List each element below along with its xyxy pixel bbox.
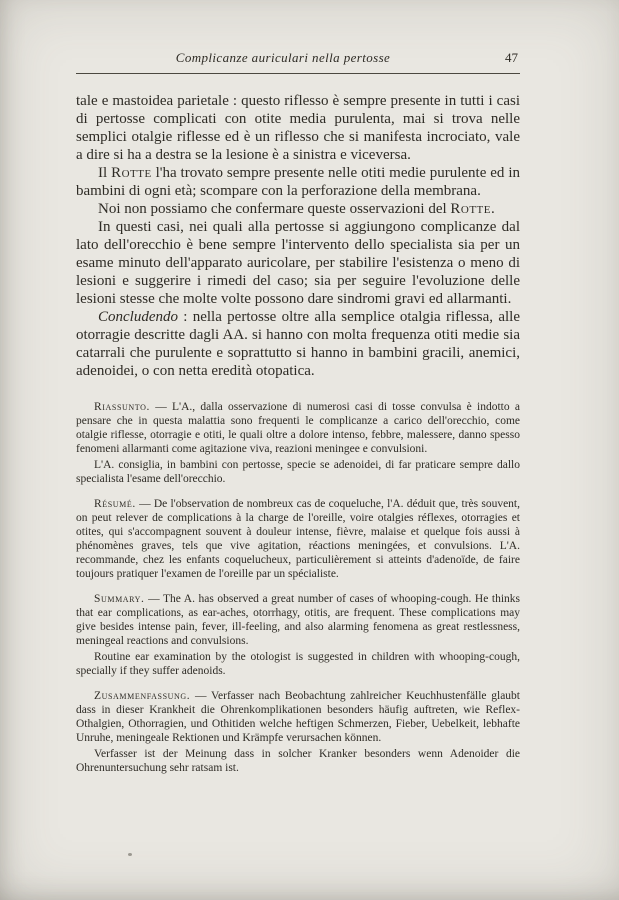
- abstract-paragraph: [76, 592, 520, 648]
- author-name: Rotte: [111, 165, 152, 181]
- abstract-label: Résumé.: [94, 498, 136, 510]
- abstract-label: Zusammenfassung.: [94, 690, 191, 702]
- abstract-label: Riassunto.: [94, 401, 150, 413]
- abstract-text: Verfasser ist der Meinung dass in solcher Kranker besonders wenn Adenoider die Ohrenuntersuchung sehr ratsam ist.: [76, 748, 520, 774]
- text-column: [76, 50, 520, 775]
- abstract-text: — Verfasser nach Beobachtung zahlreicher Keuchhustenfälle glaubt dass in dieser Krankheit die Ohrenkomplikationen besonders häufig auftreten, wie Reflex-Othalgien, Othorragien, und Othitiden welche heftigen Schmerzen, Fieber, Uebelkeit, lebhafte Unruhe, meningeale Rektionen und Krämpfe verursachen können.: [76, 690, 520, 744]
- abstract-german: [76, 689, 520, 775]
- abstract-text: — De l'observation de nombreux cas de coqueluche, l'A. déduit que, très souvent, on peut relever de complications à la charge de l'oreille, voire otalgies réflexes, otorragies et otites, qui s'accompagnent souvent à douleur intense, fièvre, malaise et quelque fois aussi à phénomènes graves, tels que vive agitation, réactions meningées, et convulsions. L'A. recommande, chez les enfants coquelucheux, particulièrement si atteints d'adenoïde, de faire toujours pratiquer l'examen de l'oreille par un spécialiste.: [76, 498, 520, 580]
- article-body: [76, 92, 520, 380]
- abstract-text: L'A. consiglia, in bambini con pertosse, specie se adenoidei, di far praticare sempre dallo specialista l'esame dell'orecchio.: [76, 459, 520, 485]
- paragraph-text: tale e mastoidea parietale : questo riflesso è sempre presente in tutti i casi di pertosse complicati con otite media purulenta, mai si trova nelle semplici otalgie riflesse ed è un riflesso che si manifesta incrociato, vale a dire si ha a destra se la lesione è a sinistra e viceversa.: [76, 93, 520, 163]
- paragraph: [76, 218, 520, 308]
- abstract-label: Summary.: [94, 593, 145, 605]
- page-number: 47: [505, 50, 518, 65]
- author-name: Rotte: [450, 201, 491, 217]
- paragraph-text: l'ha trovato sempre presente nelle otiti medie purulente ed in bambini di ogni età; scompare con la perforazione della membrana.: [76, 165, 520, 199]
- paragraph-text: In questi casi, nei quali alla pertosse si aggiungono complicanze dal lato dell'orecchio è bene sempre l'intervento dello specialista sia per un esame minuto dell'apparato auricolare, per stabilire l'esistenza o meno di lesioni e suggerire i rimedi del caso; sia per seguire l'evoluzione delle lesioni stesse che molte volte possono dare sindromi gravi ed allarmanti.: [76, 219, 520, 307]
- abstract-paragraph: [76, 650, 520, 678]
- abstract-paragraph: [76, 400, 520, 456]
- scan-artifact-speck: [128, 853, 132, 856]
- abstract-italian: [76, 400, 520, 486]
- abstract-text: Routine ear examination by the otologist is suggested in children with whooping-cough, specially if they suffer adenoids.: [76, 651, 520, 677]
- abstract-paragraph: [76, 689, 520, 745]
- running-header-title: Complicanze auriculari nella pertosse: [175, 50, 391, 65]
- paragraph-text: : nella pertosse oltre alla semplice otalgia riflessa, alle otorragie descritte dagli AA. si hanno con molta frequenza otiti medie sia catarrali che purulente e soprattutto si hanno in bambini gracili, anemici, adenoidei, o con netta eredità otopatica.: [76, 309, 520, 379]
- paragraph-continuation: [76, 92, 520, 164]
- paragraph-text: Noi non possiamo che confermare queste osservazioni del: [98, 201, 451, 217]
- abstract-paragraph: [76, 458, 520, 486]
- paragraph: [76, 200, 520, 218]
- abstract-text: — L'A., dalla osservazione di numerosi casi di tosse convulsa è indotto a pensare che in questa malattia sono frequenti le complicanze a carico dell'orecchio, come otalgie riflesse, otorragie e otiti, le quali oltre a dolore intenso, febbre, malessere, danno spesso fenomeni allarmanti come agitazione viva, reazioni meningee e convulsioni.: [76, 401, 520, 455]
- multilingual-abstracts: [76, 400, 520, 775]
- paragraph-conclusion: [76, 308, 520, 380]
- header-rule: [76, 73, 520, 74]
- conclusion-lead: Concludendo: [98, 309, 178, 325]
- abstract-french: [76, 497, 520, 581]
- abstract-paragraph: [76, 747, 520, 775]
- running-header: [76, 50, 520, 67]
- paragraph-text: .: [491, 201, 495, 217]
- abstract-paragraph: [76, 497, 520, 581]
- abstract-text: — The A. has observed a great number of cases of whooping-cough. He thinks that ear complications, as ear-aches, otorrhagy, otitis, are frequent. These complications may give besides intense pain, fever, ill-feeling, and also alarming fenomena as great restlessness, meningeal reactions and convulsions.: [76, 593, 520, 647]
- paragraph: [76, 164, 520, 200]
- abstract-english: [76, 592, 520, 678]
- paragraph-text: Il: [98, 165, 112, 181]
